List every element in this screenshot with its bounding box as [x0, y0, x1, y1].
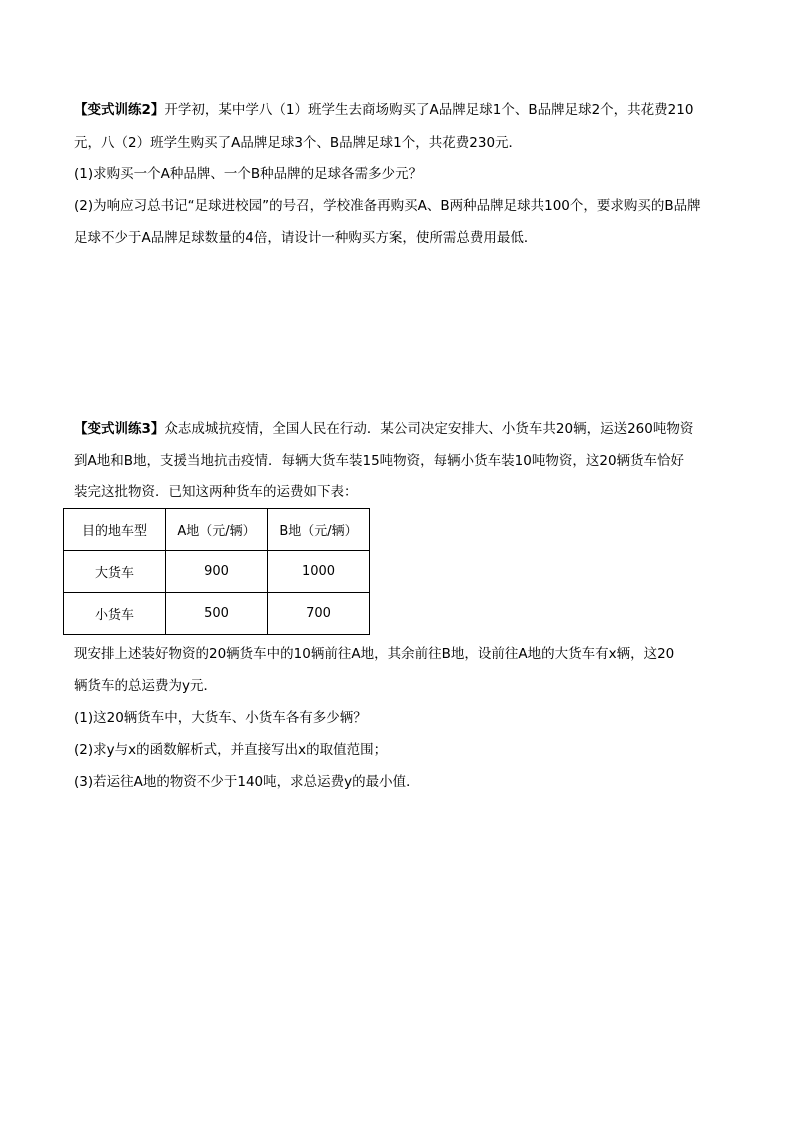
- problem3-after-line1: 现安排上述装好物资的20辆货车中的10辆前往A地，其余前往B地，设前往A地的大货车有x辆，这20: [74, 646, 675, 662]
- table-header-cell: B地（元/辆）: [268, 509, 370, 551]
- problem2-label: 【变式训练2】: [74, 102, 165, 118]
- problem3-line2: 到A地和B地，支援当地抗击疫情．每辆大货车装15吨物资，每辆小货车装10吨物资，这20辆货车恰好: [74, 453, 685, 469]
- table-cell: 700: [268, 593, 370, 635]
- problem3-question3: (3)若运往A地的物资不少于140吨，求总运费y的最小值．: [74, 774, 420, 790]
- problem2-question1: (1)求购买一个A种品牌、一个B种品牌的足球各需多少元？: [74, 166, 423, 182]
- table-cell: 900: [166, 551, 268, 593]
- problem3-question2: (2)求y与x的函数解析式，并直接写出x的取值范围；: [74, 742, 388, 758]
- table-cell: 大货车: [64, 551, 166, 593]
- table-row: [64, 551, 370, 593]
- problem2-line1: [74, 100, 722, 120]
- table-header-cell: A地（元/辆）: [166, 509, 268, 551]
- table-header-row: [64, 509, 370, 551]
- problem2-question2-line2: 足球不少于A品牌足球数量的4倍，请设计一种购买方案，使所需总费用最低．: [74, 230, 538, 246]
- problem3-after-line2: 辆货车的总运费为y元．: [74, 678, 217, 694]
- table-cell: 500: [166, 593, 268, 635]
- freight-table: [63, 508, 370, 635]
- problem2-line2: 元，八（2）班学生购买了A品牌足球3个、B品牌足球1个，共花费230元．: [74, 135, 523, 151]
- problem2-question2-line1: (2)为响应习总书记“足球进校园”的号召，学校准备再购买A、B两种品牌足球共100个，要求购买的B品牌: [74, 198, 701, 214]
- problem3-line3: 装完这批物资．已知这两种货车的运费如下表：: [74, 484, 358, 500]
- table-cell: 1000: [268, 551, 370, 593]
- problem3-text-1: 众志成城抗疫情，全国人民在行动．某公司决定安排大、小货车共20辆，运送260吨物资: [164, 421, 694, 437]
- problem3-line1: [74, 419, 722, 439]
- table-cell: 小货车: [64, 593, 166, 635]
- table-header-cell: 目的地车型: [64, 509, 166, 551]
- problem3-label: 【变式训练3】: [74, 421, 165, 437]
- table-row: [64, 593, 370, 635]
- problem2-text-1: 开学初，某中学八（1）班学生去商场购买了A品牌足球1个、B品牌足球2个，共花费210: [164, 102, 694, 118]
- problem3-question1: (1)这20辆货车中，大货车、小货车各有多少辆？: [74, 710, 367, 726]
